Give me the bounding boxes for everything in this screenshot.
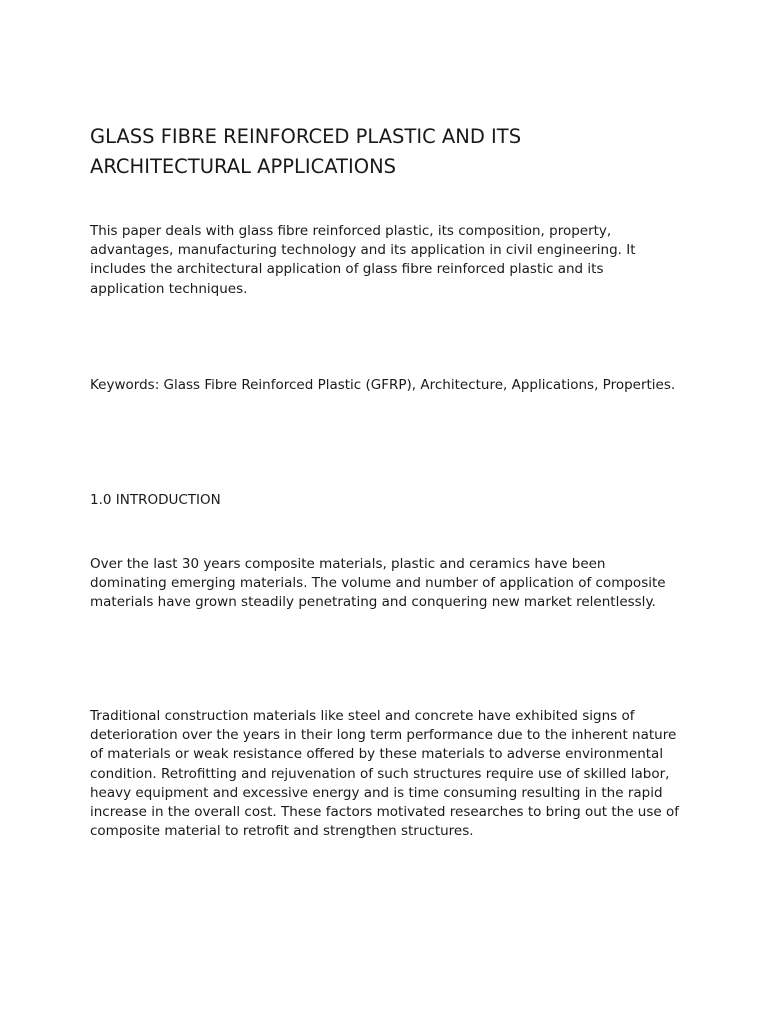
section-heading-introduction: 1.0 INTRODUCTION [90,492,221,508]
document-title: GLASS FIBRE REINFORCED PLASTIC AND ITS ARCHITECTURAL APPLICATIONS [90,125,522,178]
abstract-paragraph: This paper deals with glass fibre reinforced plastic, its composition, property, advantages, manufacturing technology and its application in civil engineering. It includes the architectural application of glass fibre reinforced plastic and its application techniques. [90,223,636,297]
keywords-paragraph: Keywords: Glass Fibre Reinforced Plastic (GFRP), Architecture, Applications, Properties. [90,377,676,393]
introduction-paragraph-1: Over the last 30 years composite materials, plastic and ceramics have been dominating emerging materials. The volume and number of application of composite materials have grown steadily penetrating and conquering new market relentlessly. [90,556,666,611]
introduction-paragraph-2: Traditional construction materials like steel and concrete have exhibited signs of deterioration over the years in their long term performance due to the inherent nature of materials or weak resistance offered by these materials to adverse environmental condition. Retrofitting and rejuvenation of such structures require use of skilled labor, heavy equipment and excessive energy and is time consuming resulting in the rapid increase in the overall cost. These factors motivated researches to bring out the use of composite material to retrofit and strengthen structures. [90,708,679,840]
